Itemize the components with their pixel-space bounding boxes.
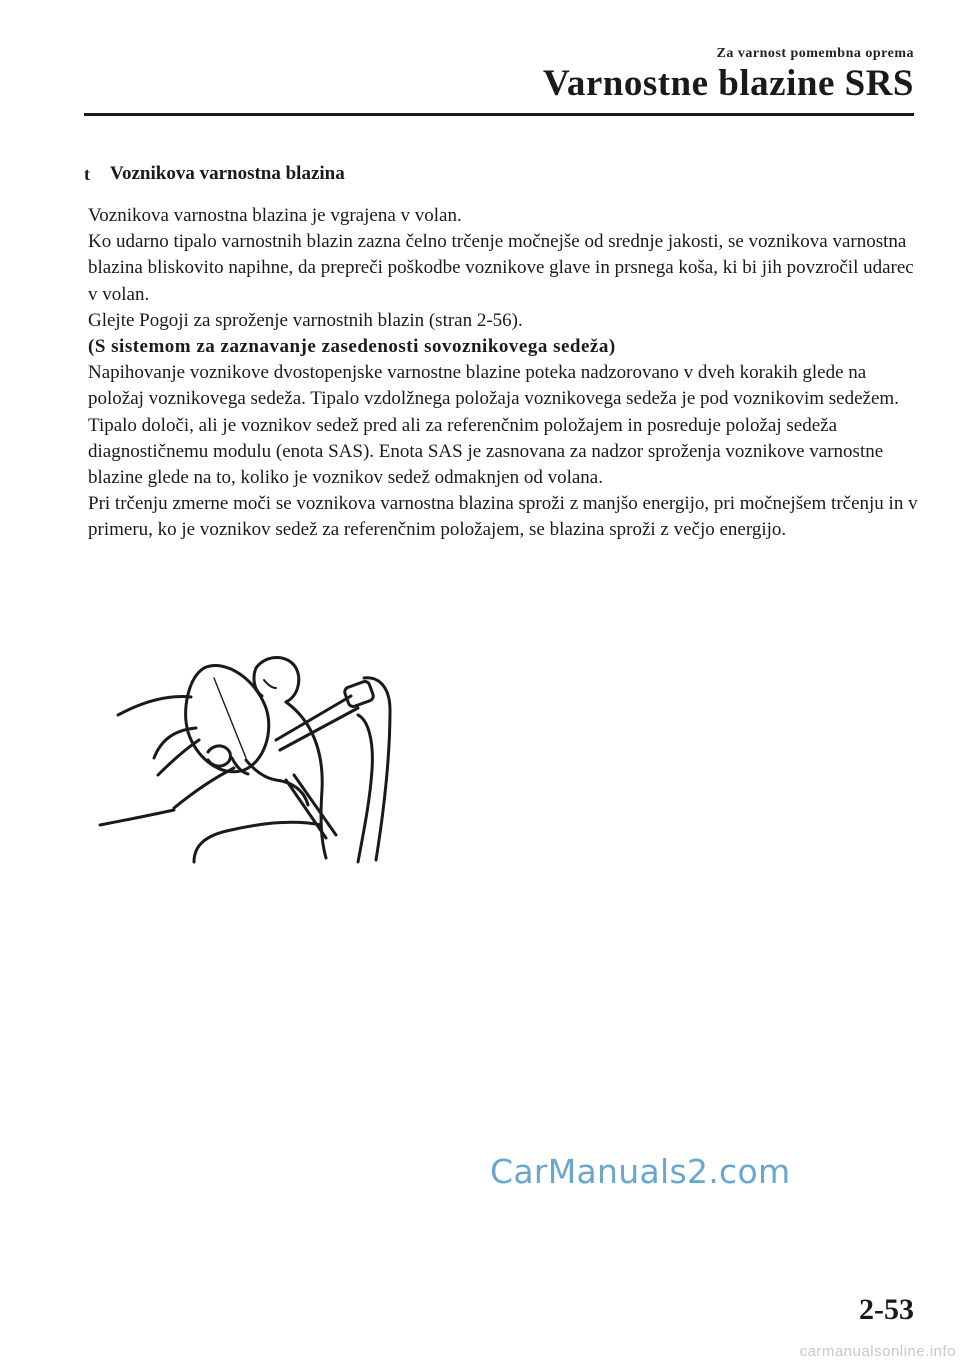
- paragraph: Voznikova varnostna blazina je vgrajena v volan.: [88, 205, 462, 226]
- section-heading-text: Voznikova varnostna blazina: [110, 163, 345, 184]
- footer-watermark: carmanualsonline.info: [799, 1343, 956, 1360]
- page-header: [543, 46, 914, 105]
- paragraph: Ko udarno tipalo varnostnih blazin zazna čelno trčenje močnejše od srednje jakosti, se voznikova varnostna blazina bliskovito napihne, da prepreči poškodbe voznikove glave in prsnega koša, ki bi jih povzročil udarec v volan.: [88, 231, 914, 305]
- bullet-icon: t: [84, 163, 90, 184]
- paragraph-reference: Glejte Pogoji za sproženje varnostnih blazin (stran 2-56).: [88, 309, 523, 331]
- airbag-illustration: [96, 640, 406, 865]
- section-heading: [84, 163, 345, 185]
- header-section-label: Za varnost pomembna oprema: [716, 46, 914, 61]
- watermark-logo: CarManuals2.com: [490, 1152, 791, 1191]
- body-text: [88, 203, 918, 544]
- paragraph-condition: (S sistemom za zaznavanje zasedenosti sovoznikovega sedeža): [88, 336, 616, 358]
- header-divider: [84, 113, 914, 116]
- paragraph: Napihovanje voznikove dvostopenjske varnostne blazine poteka nadzorovano v dveh korakih glede na položaj voznikovega sedeža. Tipalo vzdolžnega položaja voznikovega sedeža je pod voznikovim sedežem. Tipalo določi, ali je voznikov sedež pred ali za referenčnim položajem in posreduje položaj sedeža diagnostičnemu modulu (enota SAS). Enota SAS je zasnovana za nadzor sproženja voznikove varnostne blazine glede na to, koliko je voznikov sedež odmaknjen od volana.: [88, 362, 899, 489]
- page-title: Varnostne blazine SRS: [543, 63, 914, 104]
- page-number: 2-53: [859, 1293, 914, 1326]
- paragraph: Pri trčenju zmerne moči se voznikova varnostna blazina sproži z manjšo energijo, pri močnejšem trčenju in v primeru, ko je voznikov sedež za referenčnim položajem, se blazina sproži z večjo energijo.: [88, 493, 918, 541]
